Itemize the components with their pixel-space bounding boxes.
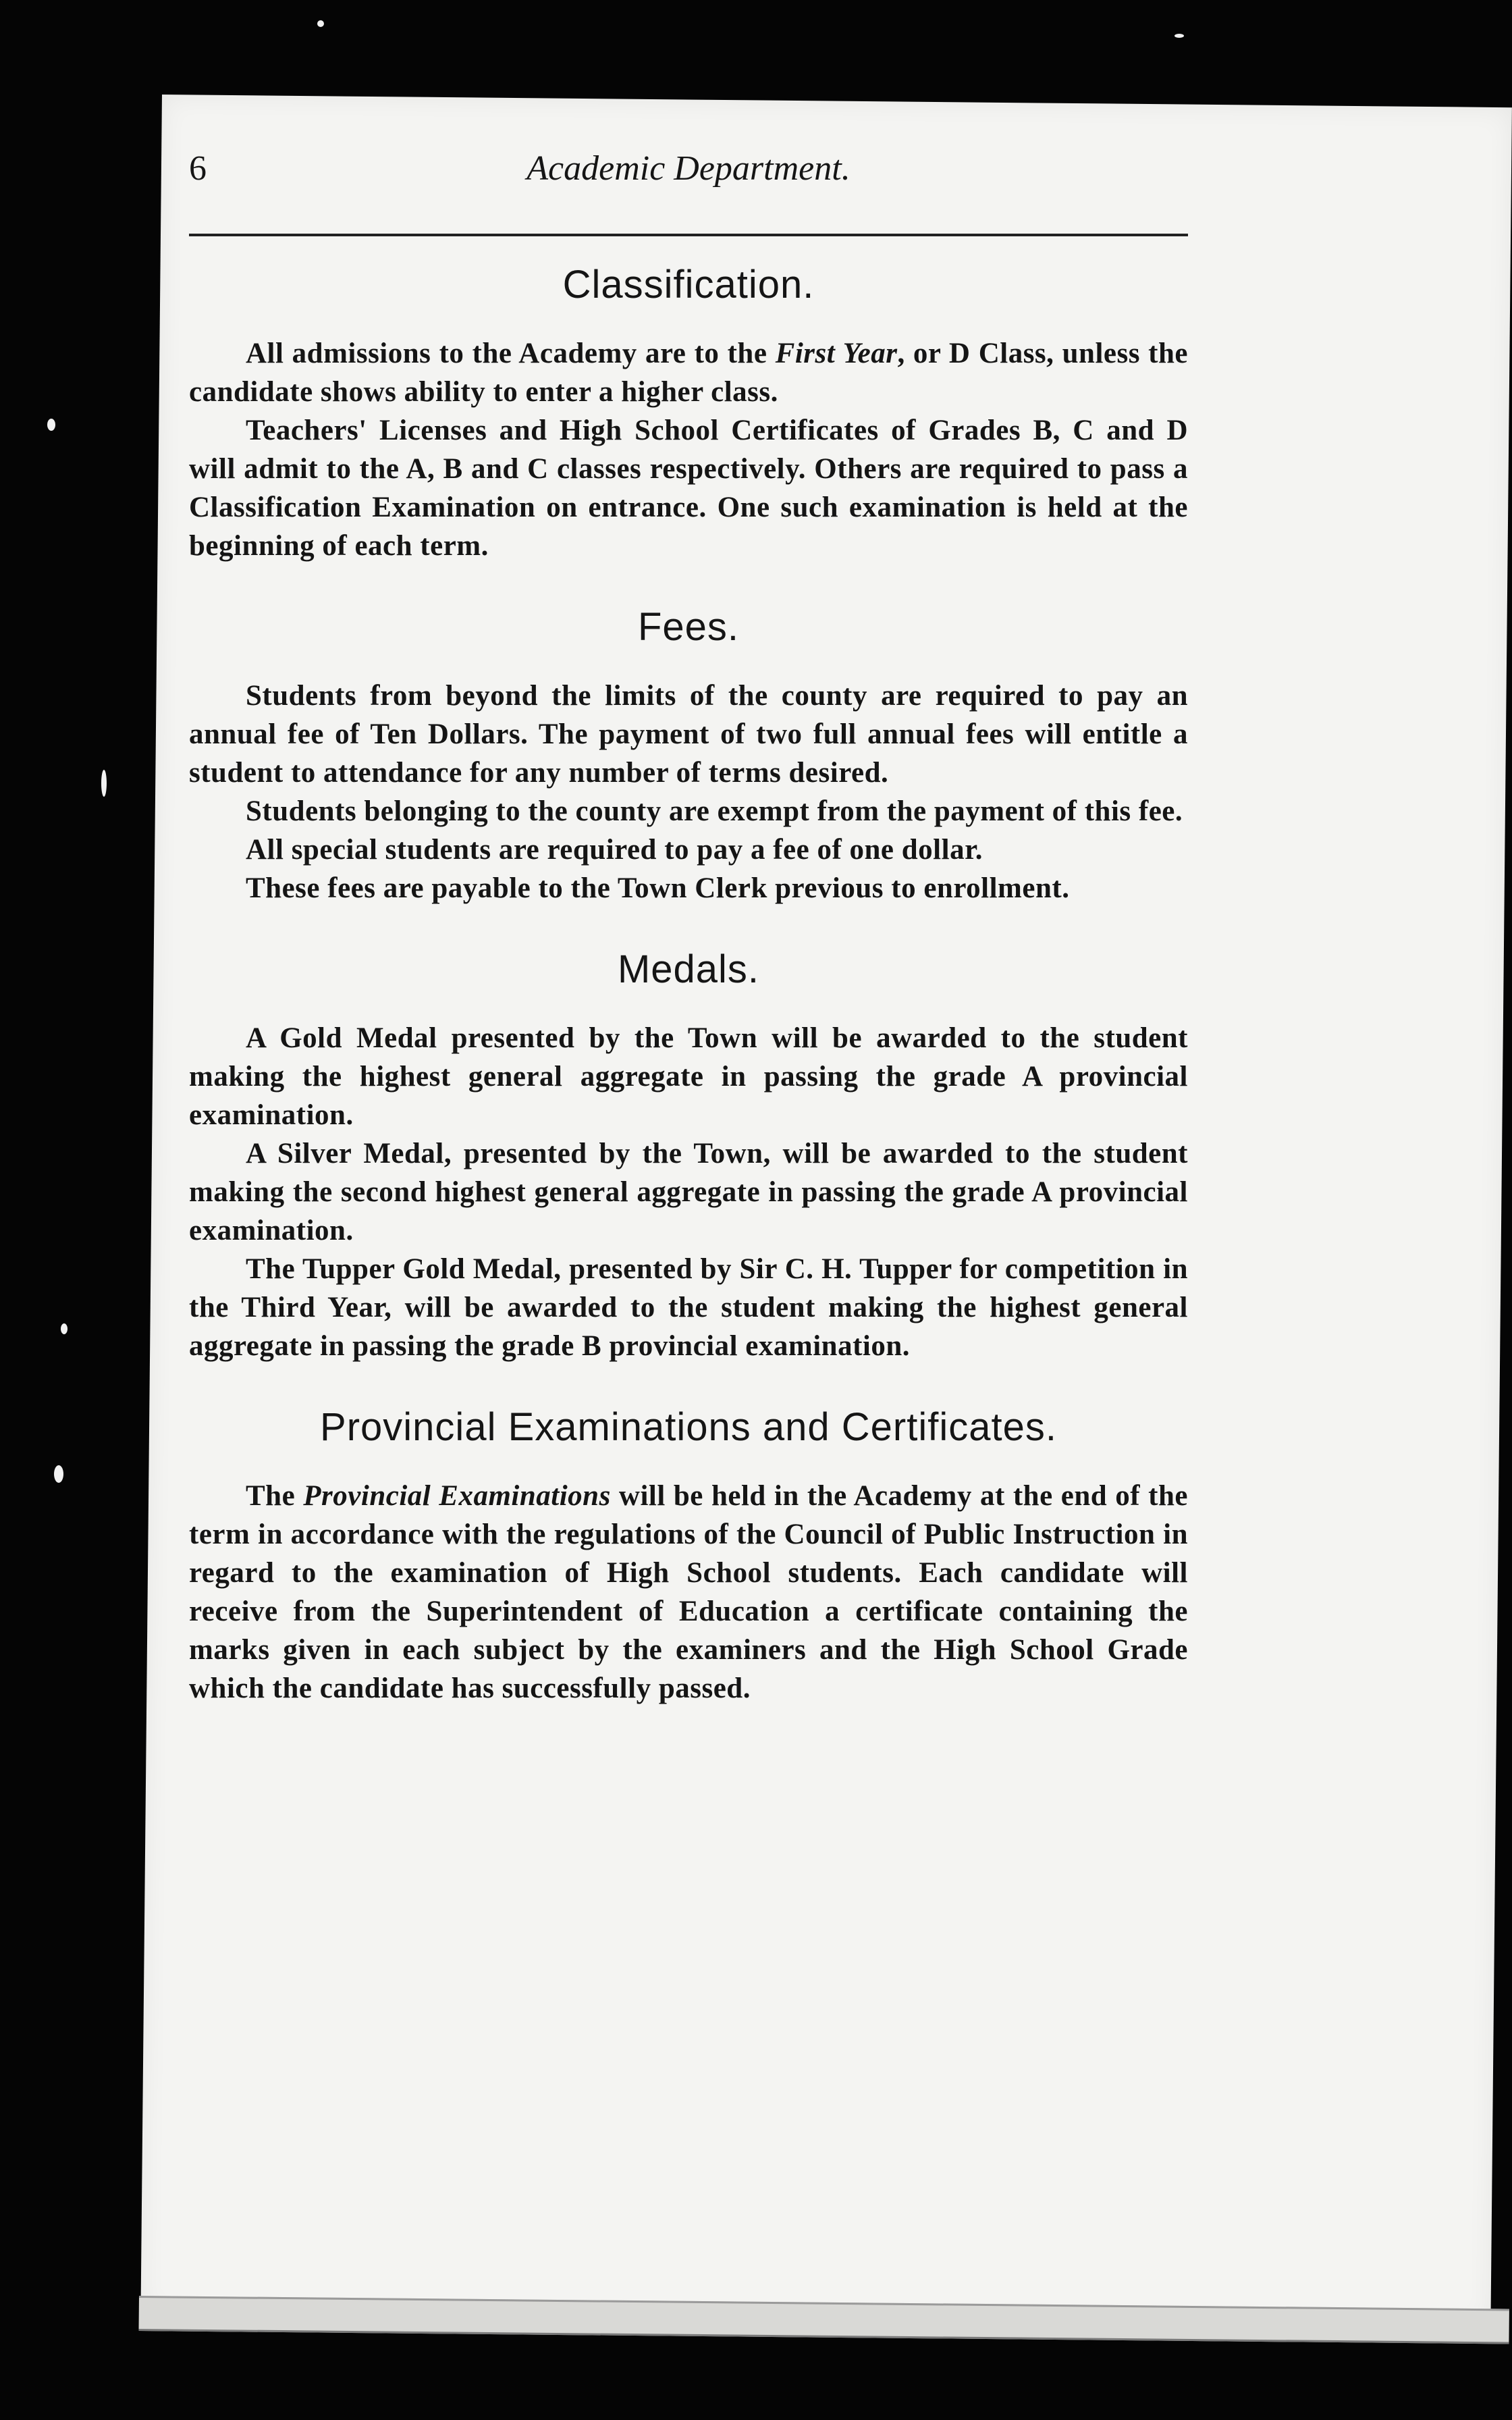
paragraph: All admissions to the Academy are to the First Year, or D Class, unless the candidate shows ability to enter a higher class. xyxy=(189,338,1188,408)
paragraph: Teachers' Licenses and High School Certificates of Grades B, C and D will admit to the A, B and C classes respectively. Others are required to pass a Classification Examination on entrance. One such examination is held at the beginning of each term. xyxy=(189,415,1188,562)
section xyxy=(189,262,1188,565)
paragraph: Students belonging to the county are exempt from the payment of this fee. xyxy=(246,795,1183,827)
paragraph: A Silver Medal, presented by the Town, will be awarded to the student making the second highest general aggregate in passing the grade A provincial examination. xyxy=(189,1138,1188,1246)
paragraph: The Provincial Examinations will be held in the Academy at the end of the term in accordance with the regulations of the Council of Public Instruction in regard to the examination of High School students. Each candidate will receive from the Superintendent of Education a certificate containing the marks given in each subject by the examiners and the High School Grade which the candidate has successfully passed. xyxy=(189,1480,1188,1704)
paragraph: A Gold Medal presented by the Town will be awarded to the student making the highest general aggregate in passing the grade A provincial examination. xyxy=(189,1022,1188,1131)
scan-speck xyxy=(317,20,324,27)
scan-speck xyxy=(47,419,55,431)
running-head xyxy=(189,149,1188,216)
scan-speck xyxy=(1174,34,1184,38)
section xyxy=(189,604,1188,908)
paragraph: All special students are required to pay a fee of one dollar. xyxy=(246,834,983,866)
scan-speck xyxy=(101,770,107,797)
section-title: Fees. xyxy=(637,605,740,649)
section xyxy=(189,1404,1188,1708)
page-content xyxy=(189,149,1188,1747)
scan-speck xyxy=(54,1465,63,1483)
italic-phrase: Provincial Examinations xyxy=(303,1480,611,1512)
header-rule xyxy=(189,234,1188,236)
section-title: Classification. xyxy=(562,263,815,307)
section-title: Provincial Examinations and Certificates. xyxy=(320,1405,1057,1449)
paragraph: Students from beyond the limits of the county are required to pay an annual fee of Ten Dollars. The payment of two full annual fees will entitle a student to attendance for any number of terms desired. xyxy=(189,680,1188,789)
running-title: Academic Department. xyxy=(526,149,850,188)
italic-phrase: First Year xyxy=(775,338,898,369)
section xyxy=(189,947,1188,1365)
paragraph: The Tupper Gold Medal, presented by Sir C. H. Tupper for competition in the Third Year, will be awarded to the student making the highest general aggregate in passing the grade B provincial examination. xyxy=(189,1253,1188,1362)
page-number: 6 xyxy=(189,149,207,188)
sections-container xyxy=(189,262,1188,1708)
scan-speck xyxy=(61,1323,68,1334)
section-title: Medals. xyxy=(617,947,760,991)
paragraph: These fees are payable to the Town Clerk previous to enrollment. xyxy=(246,872,1070,904)
